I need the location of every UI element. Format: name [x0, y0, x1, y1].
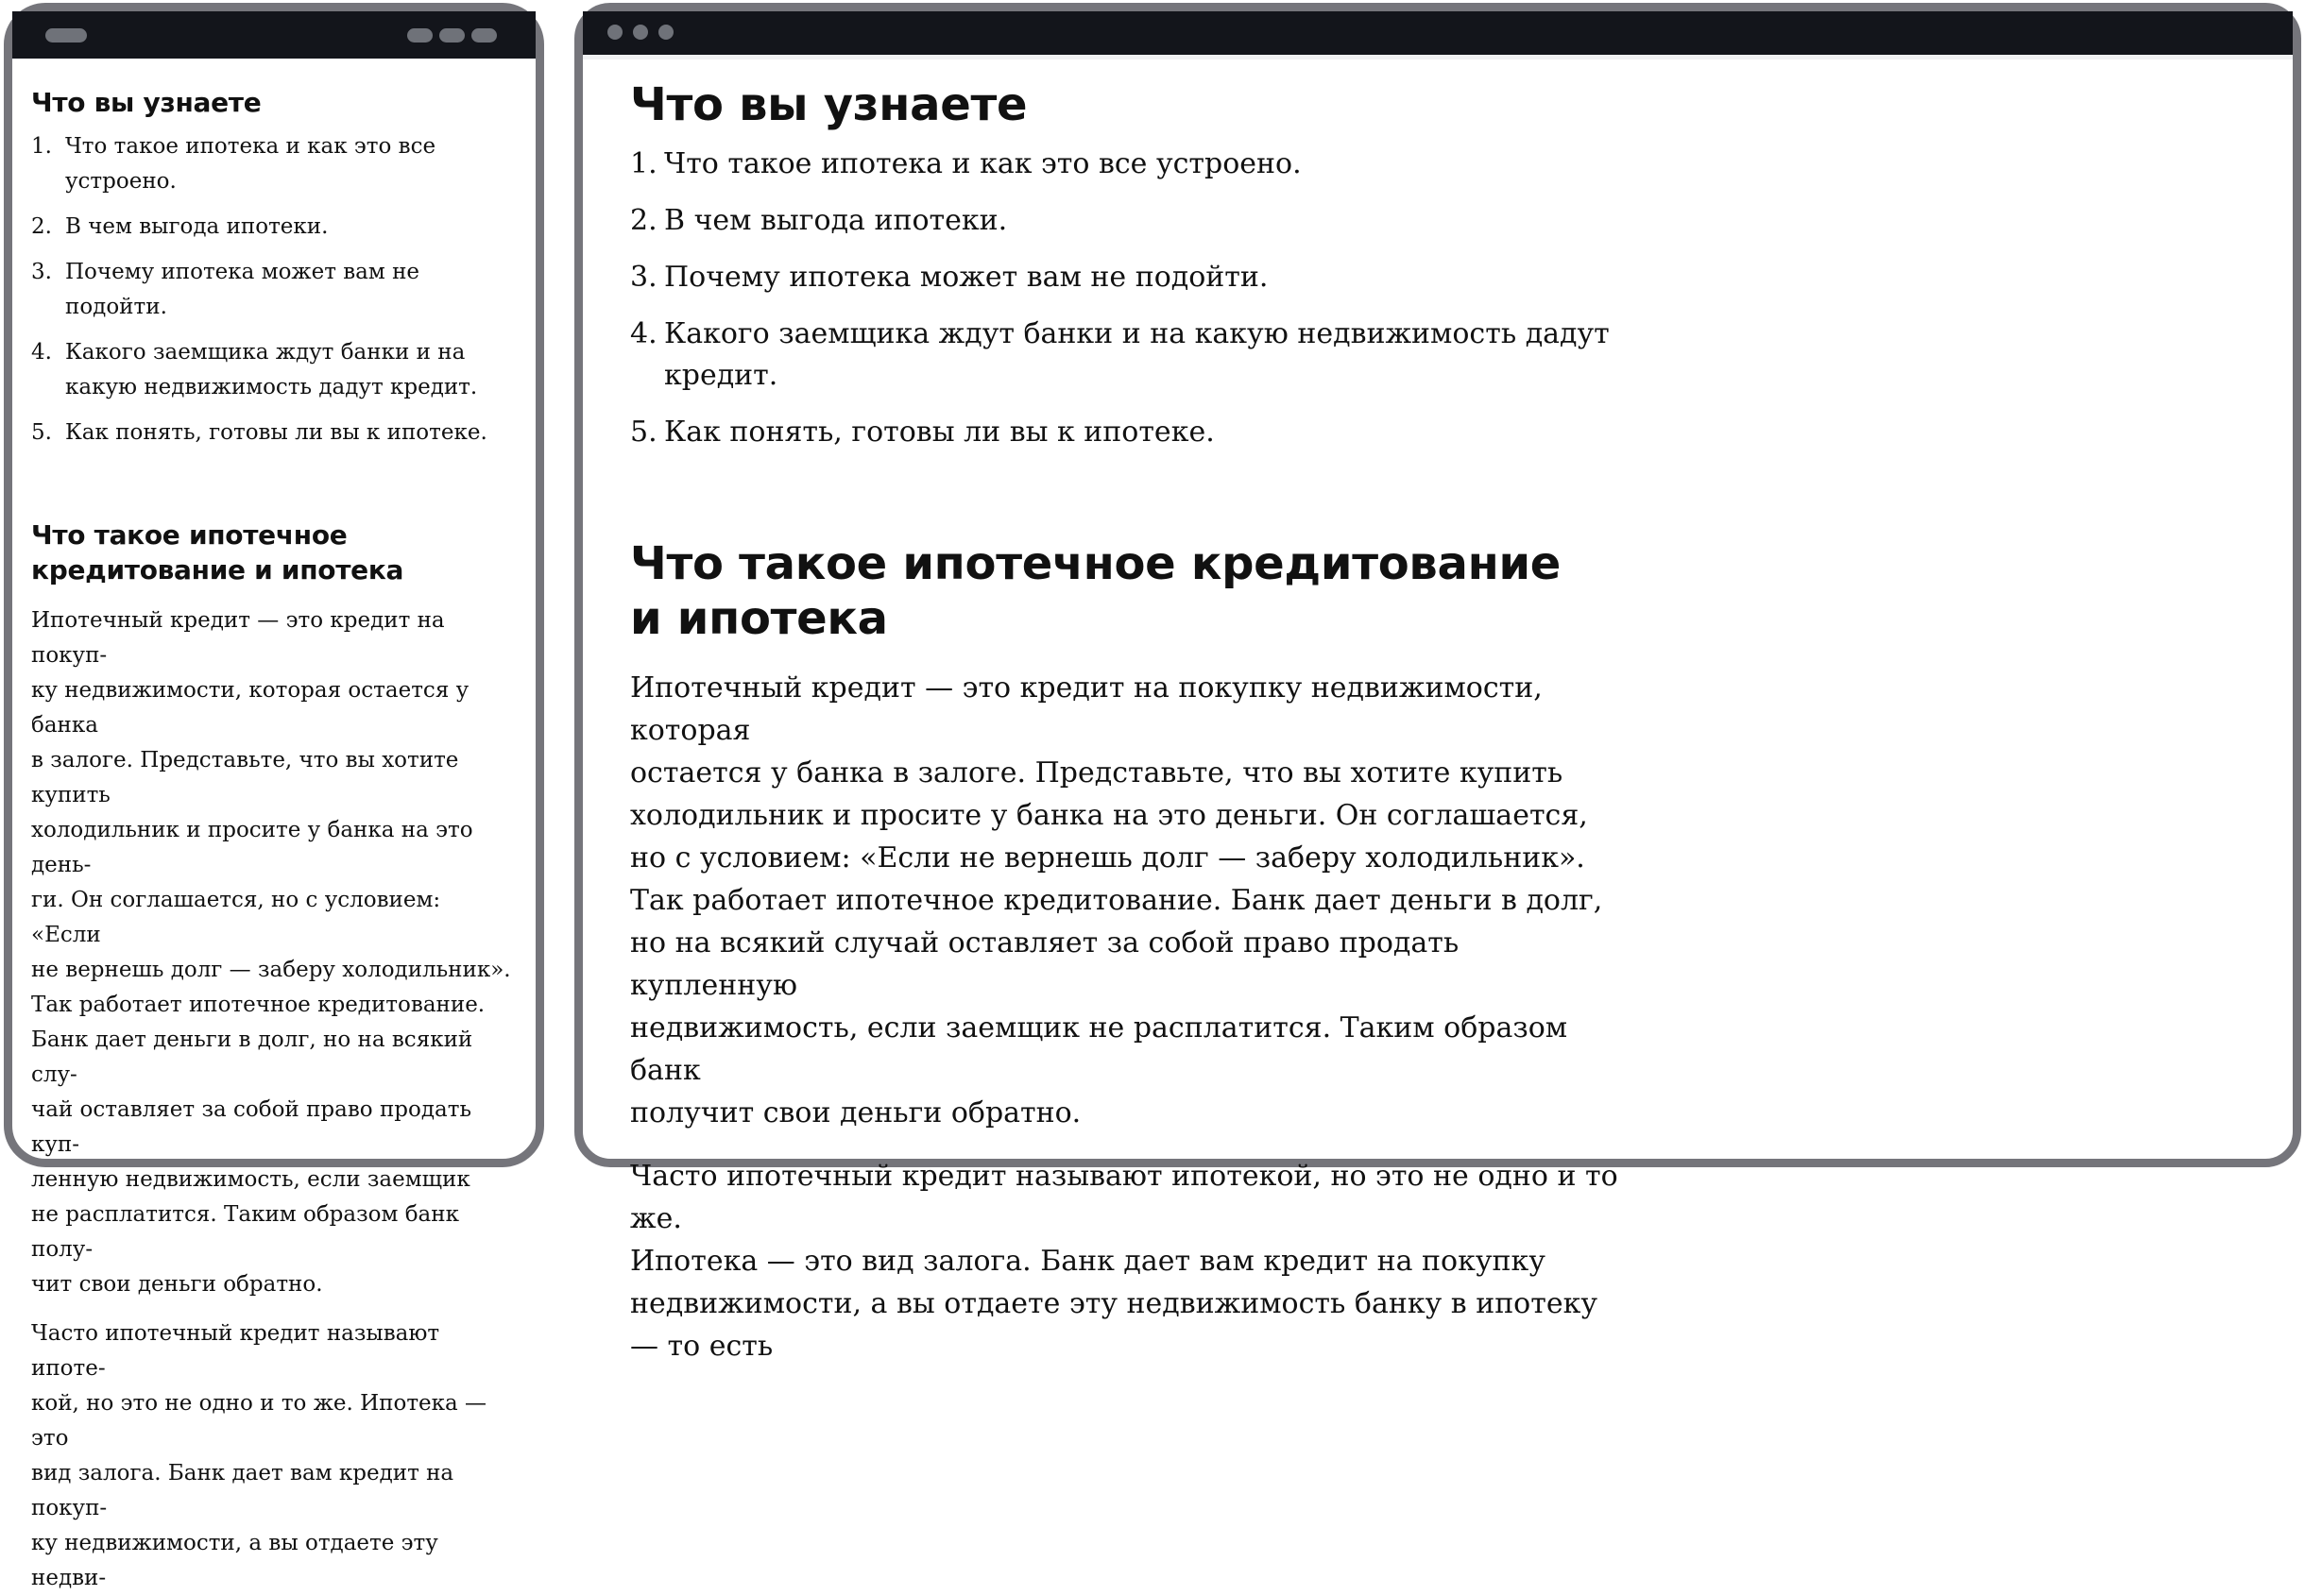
window-maximize-icon[interactable] [658, 25, 674, 40]
desktop-paragraph-1: Ипотечный кредит — это кредит на покупку недвижимости, которая остается у банка в залоге. Представьте, что вы хотите купить холодильник и просите у банка на это деньги. Он соглашается, но с условием: «Если не вернешь долг — заберу холодильник». Так работает ипотечное кредитование. Банк дает деньги в долг, но на всякий случай оставляет за собой право продать купленную недвижимость, если заемщик не расплатится. Таким образом банк получит свои деньги обратно. [630, 671, 1603, 1129]
desktop-learn-heading: Что вы узнаете [630, 78, 1028, 131]
desktop-section-heading: Что такое ипотечное кредитование и ипотека [630, 537, 1562, 645]
list-item-text: Как понять, готовы ли вы к ипотеке. [65, 420, 487, 445]
desktop-learn-list-item [630, 257, 1631, 298]
list-item-number: 4. [630, 317, 657, 350]
list-item-text: Какого заемщика ждут банки и на какую недвижимость дадут кредит. [664, 317, 1610, 392]
desktop-learn-list-item [630, 412, 1631, 453]
list-item-number: 1. [31, 134, 52, 159]
list-item-text: В чем выгода ипотеки. [664, 204, 1008, 237]
mobile-learn-list-item [31, 416, 517, 450]
mobile-article-content [31, 85, 517, 1596]
desktop-preview [574, 3, 2301, 1363]
list-item-text: Почему ипотека может вам не подойти. [664, 261, 1269, 294]
mobile-status-pill-icon [471, 28, 497, 42]
list-item-number: 2. [630, 204, 657, 237]
mobile-top-bar [12, 11, 536, 59]
mobile-learn-list-item [31, 210, 517, 245]
mobile-section-heading: Что такое ипотечное кредитование и ипотека [31, 519, 404, 586]
list-item-number: 4. [31, 340, 52, 365]
mobile-paragraph-1: Ипотечный кредит — это кредит на покуп- ку недвижимости, которая остается у банка в залоге. Представьте, что вы хотите купить холодильник и просите у банка на это день- ги. Он соглашается, но с условием: «Если не вернешь долг — заберу холодильник». Так работает ипотечное кредитование. Банк дает деньги в долг, но на всякий слу- чай оставляет за собой право продать куп- ленную недвижимость, если заемщик не расплатится. Таким образом банк полу- чит свои деньги обратно. [31, 608, 511, 1297]
list-item-text: Что такое ипотека и как это все устроено. [664, 147, 1302, 180]
list-item-number: 1. [630, 147, 657, 180]
mobile-back-control-icon[interactable] [45, 28, 87, 42]
mobile-learn-list-item [31, 129, 517, 199]
desktop-learn-list-item [630, 314, 1631, 397]
list-item-number: 3. [630, 261, 657, 294]
desktop-learn-list [630, 144, 1631, 453]
list-item-text: Что такое ипотека и как это все устроено. [65, 134, 436, 194]
list-item-number: 5. [31, 420, 52, 445]
mobile-learn-list-item [31, 335, 517, 405]
mobile-status-pill-icon [407, 28, 433, 42]
list-item-text: Как понять, готовы ли вы к ипотеке. [664, 416, 1215, 449]
list-item-text: В чем выгода ипотеки. [65, 214, 329, 239]
mobile-learn-heading: Что вы узнаете [31, 87, 262, 118]
list-item-number: 3. [31, 260, 52, 284]
window-close-icon[interactable] [607, 25, 623, 40]
mobile-status-pill-icon [439, 28, 465, 42]
mobile-preview [4, 3, 544, 1590]
mobile-learn-list [31, 129, 517, 450]
desktop-learn-list-item [630, 144, 1631, 185]
desktop-paragraph-2: Часто ипотечный кредит называют ипотекой, но это не одно и то же. Ипотека — это вид залога. Банк дает вам кредит на покупку недвижимости, а вы отдаете эту недвижимость банку в ипотеку — то есть [630, 1160, 1618, 1363]
list-item-text: Какого заемщика ждут банки и на какую недвижимость дадут кредит. [65, 340, 478, 399]
desktop-top-bar [583, 11, 2293, 55]
mobile-learn-list-item [31, 255, 517, 325]
list-item-text: Почему ипотека может вам не подойти. [65, 260, 420, 319]
desktop-learn-list-item [630, 200, 1631, 242]
list-item-number: 5. [630, 416, 657, 449]
list-item-number: 2. [31, 214, 52, 239]
mobile-paragraph-2: Часто ипотечный кредит называют ипоте- кой, но это не одно и то же. Ипотека — это вид залога. Банк дает вам кредит на покуп- ку недвижимости, а вы отдаете эту недви- [31, 1321, 487, 1590]
desktop-article-content [630, 77, 1631, 1367]
window-minimize-icon[interactable] [633, 25, 648, 40]
